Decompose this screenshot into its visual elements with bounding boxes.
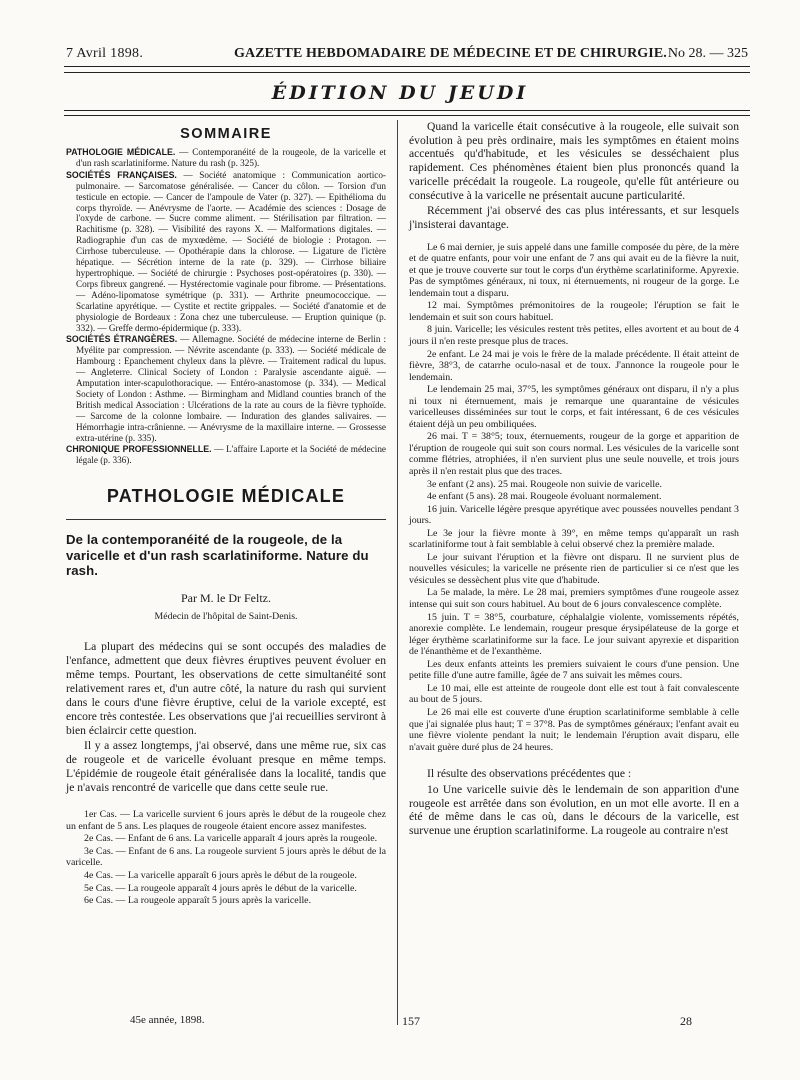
footer-year: 45e année, 1898. xyxy=(130,1014,205,1026)
journal-title: GAZETTE HEBDOMADAIRE DE MÉDECINE ET DE CHIRURGIE. xyxy=(234,46,667,61)
sommaire-title: SOMMAIRE xyxy=(180,126,272,142)
edition-title: ÉDITION DU JEUDI xyxy=(271,82,529,104)
section-rule xyxy=(66,519,386,520)
body-paragraph: Quand la varicelle était consécutive à la rougeole, elle suivait son évolution à peu près ordinaire, mais les symptômes en étaient moins accentués qu'd'habitude, et les vésicules se desséchaient plus rapidement. Ces phénomènes étaient bien plus prononcés quand la varicelle précédait la rougeole. La rougeole, qu'elle fût antérieure ou consécutive à la varicelle ne présentait aucune particularité. xyxy=(409,120,739,202)
observation-item: 15 juin. T = 38°5, courbature, céphalalgie violente, vomissements répétés, anorexie complète. Le lendemain, rougeur presque érysipélateuse de la gorge et léger érythème scarlatiniforme sur la face. Le jour suivant apyrexie et disparition de l'énanthème et de l'exanthème. xyxy=(409,611,739,658)
header-rule-thin xyxy=(64,72,750,73)
observation-item: 4e enfant (5 ans). 28 mai. Rougeole évoluant normalement. xyxy=(427,491,662,503)
observation-item: Le 6 mai dernier, je suis appelé dans une famille composée du père, de la mère et de quatre enfants, pour voir une enfant de 7 ans qui avait eu de la fièvre la nuit, et que je trouve couverte sur tout le corps d'un érythème scarlatiniforme. Apyrexie. Pas de symptômes généraux, ni toux, ni éternuements, ni rougeur de la gorge. Le lendemain tout a disparu. xyxy=(409,241,739,299)
left-column xyxy=(66,120,386,908)
edition-rule xyxy=(64,110,750,111)
sommaire-entry xyxy=(66,170,386,334)
case-item: 1er Cas. — La varicelle survient 6 jours après le début de la rougeole chez un enfant de 5 ans. Les plaques de rougeole étaient encore assez manifestes. xyxy=(66,809,386,832)
observation-item: 8 juin. Varicelle; les vésicules restent très petites, elles avortent et au bout de 4 jours il n'en reste presque plus de traces. xyxy=(409,324,739,347)
conclusion xyxy=(409,767,739,838)
sommaire xyxy=(66,126,386,466)
case-item: 2e Cas. — Enfant de 6 ans. La varicelle apparaît 4 jours après la rougeole. xyxy=(84,833,378,845)
observation-item: 26 mai. T = 38°5; toux, éternuements, rougeur de la gorge et apparition de l'éruption de rougeole qui suit son cours normal. Les vésicules de la varicelle sont comme flétries, atrophiées, il n'en survient plus une seule nouvelle, et trois jours après il n'en restait plus que des traces. xyxy=(409,431,739,478)
observation-item: Le 3e jour la fièvre monte à 39°, en même temps qu'apparaît un rash scarlatiniforme tout à fait semblable à celui observé chez la première malade. xyxy=(409,527,739,551)
page-reference: No 28. — 325 xyxy=(667,46,748,61)
body-paragraph: Récemment j'ai observé des cas plus intéressants, et sur lesquels j'insisterai davantage. xyxy=(409,204,739,231)
header-rule xyxy=(64,66,750,67)
running-header xyxy=(66,44,750,64)
case-item: 6e Cas. — La rougeole apparaît 5 jours après la varicelle. xyxy=(84,895,312,907)
observation-item: Le 10 mai, elle est atteinte de rougeole dont elle est tout à fait convalescente au bout de 5 jours. xyxy=(409,682,739,706)
article-title: De la contemporanéité de la rougeole, de la varicelle et d'un rash scarlatiniforme. Nature du rash. xyxy=(66,532,369,579)
article-affiliation: Médecin de l'hôpital de Saint-Denis. xyxy=(154,611,298,623)
sommaire-heading: SOCIÉTÉS ÉTRANGÈRES. xyxy=(66,334,178,345)
section-title: PATHOLOGIE MÉDICALE xyxy=(106,486,346,507)
sommaire-entry xyxy=(66,444,386,466)
footer-sheet-number: 157 xyxy=(402,1014,420,1028)
observation-item: Les deux enfants atteints les premiers suivaient le cours d'une pension. Une petite fille d'une autre famille, âgée de 7 ans suivait les mêmes cours. xyxy=(409,658,739,682)
observation-item: 12 mai. Symptômes prémonitoires de la rougeole; l'éruption se fait le lendemain et suit son cours habituel. xyxy=(409,300,739,323)
observation-item: 3e enfant (2 ans). 25 mai. Rougeole non suivie de varicelle. xyxy=(427,478,663,490)
observation-item: La 5e malade, la mère. Le 28 mai, premiers symptômes d'une rougeole assez intense qui suit son cours habituel. Au bout de 6 jours convalescence complète. xyxy=(409,587,739,611)
body-paragraph: La plupart des médecins qui se sont occupés des maladies de l'enfance, admettent que deux fièvres éruptives peuvent évoluer en même temps. Pourtant, les observations de cette simultanéité sont relativement rares et, d'un autre côté, la nature du rash qui survient dans le cours d'une fièvre éruptive, celui de la variole excepté, est encore très contestée. Les observations que j'ai recueillies serviront à bien éclaircir cette question. xyxy=(66,640,386,737)
sommaire-text: — Contemporanéité de la rougeole, de la varicelle et d'un rash scarlatiniforme. Nature du rash (p. 325). xyxy=(76,147,387,168)
case-list xyxy=(66,809,386,907)
sommaire-entry xyxy=(66,334,386,443)
observation-item: 2e enfant. Le 24 mai je vois le frère de la malade précédente. Il était atteint de fièvre, 38°3, de catarrhe oculo-nasal et de toux. J'annonce la rougeole pour le lendemain. xyxy=(409,348,739,383)
conclusion-point: 1o Une varicelle suivie dès le lendemain de son apparition d'une rougeole est arrêtée dans son évolution, en un mot elle avorte. Il en a été de même dans le cas où, dans le décours de la varicelle, est survenue une éruption scarlatiniforme. La rougeole au contraire n'est xyxy=(409,782,739,837)
sommaire-heading: CHRONIQUE PROFESSIONNELLE. xyxy=(66,444,212,455)
sommaire-text: — Allemagne. Société de médecine interne de Berlin : Myélite par compression. — Névrite ascendante (p. 333). — Société médicale de Hambourg : Epanchement chyleux dans la plèvre. — Traitement radical du lupus. — Angleterre. Clinical Society of London : Paralysie ascendante aiguë. — Amputation inter-scapulothoracique. — Entéro-anastomose (p. 334). — Medical Society of London : Asthme. — Birmingham and Midland counties branch of the British medical Association : Ulcérations de la rate au cours de la fièvre typhoïde. — Sarcome de la colonne lombaire. — Induration des glandes salivaires. — Hémorrhagie intra-crânienne. — Anévrysme de la maxillaire interne. — Grossesse extra-utérine (p. 335). xyxy=(76,334,387,443)
sommaire-heading: SOCIÉTÉS FRANÇAISES. xyxy=(66,169,177,180)
observation-item: Le 26 mai elle est couverte d'une éruption scarlatiniforme semblable à celle que j'ai signalée plus haut; T = 37°8. Pas de symptômes généraux; l'enfant avait eu une fièvre violente pendant la nuit; le lendemain l'éruption avait disparu, elle n'avait guère duré plus de 24 heures. xyxy=(409,706,739,753)
edition-rule-thin xyxy=(64,115,750,116)
issue-date: 7 Avril 1898. xyxy=(66,46,144,61)
footer-issue-number: 28 xyxy=(680,1014,692,1028)
right-column xyxy=(409,120,739,838)
observation-item: 16 juin. Varicelle légère presque apyrétique avec poussées nouvelles pendant 3 jours. xyxy=(409,503,739,527)
observation-item: Le jour suivant l'éruption et la fièvre ont disparu. Il ne survient plus de nouvelles vésicules; la varicelle ne présente rien de particulier si ce n'est que les vésicules se dessèchent plus vite que d'habitude. xyxy=(409,551,739,586)
conclusion-intro: Il résulte des observations précédentes que : xyxy=(427,767,632,781)
sommaire-text: — L'affaire Laporte et la Société de médecine légale (p. 336). xyxy=(76,444,386,466)
column-separator xyxy=(397,120,398,1025)
sommaire-heading: PATHOLOGIE MÉDICALE. xyxy=(66,147,176,157)
sommaire-text: — Société anatomique : Communication aortico-pulmonaire. — Sarcomatose généralisée. — Cancer du côlon. — Torsion d'un testicule en ectopie. — Cancer de l'ampoule de Vater (p. 327). — Epithélioma du corps thyroïde. — Anévrysme de l'aorte. — Académie des sciences : Dosage de l'oxyde de carbone. — Sucre comme aliment. — Stérilisation par filtration. — Rachitisme (p. 328). — Visibilité des rayons X. — Malformations digitales. — Radiographie d'un cas de myxœdème. — Société de biologie : Protagon. — Cirrhose tuberculeuse. — Opothérapie dans la chlorose. — Ligature de l'ictère hépatique. — Sécrétion interne de la rate (p. 329). — Cirrhose biliaire hypertrophique. — Société de chirurgie : Psychoses post-opératoires (p. 330). — Corps fibreux gangrené. — Hystérectomie vaginale pour fibrome. — Présentations. — Adéno-lipomatose symétrique (p. 331). — Arthrite pneumococcique. — Scarlatine apyrétique. — Cystite et rectite grippales. — Société d'anatomie et de physiologie de Bordeaux : Zona chez une tuberculeuse. — Eruption quinique (p. 332). — Greffe dermo-épidermique (p. 333). xyxy=(76,169,386,333)
body-paragraph: Il y a assez longtemps, j'ai observé, dans une même rue, six cas de rougeole et de varicelle évoluant presque en même temps. L'épidémie de rougeole était généralisée dans la localité, tandis que je n'avais rencontré de varicelle que dans cette seule rue. xyxy=(66,739,386,795)
observation-item: Le lendemain 25 mai, 37°5, les symptômes généraux ont disparu, il n'y a plus ni toux ni éternuement, mais je remarque une quarantaine de vésicules varicelleuses disséminées sur tout le corps, et fait intéressant, 6 de ces vésicules étaient déjà un peu ombiliquées. xyxy=(409,384,739,430)
article-author: Par M. le Dr Feltz. xyxy=(181,591,271,606)
observation-list xyxy=(409,242,739,754)
case-item: 4e Cas. — La varicelle apparaît 6 jours après le début de la rougeole. xyxy=(84,870,357,881)
case-item: 5e Cas. — La rougeole apparaît 4 jours après le début de la varicelle. xyxy=(84,882,357,894)
sommaire-entry xyxy=(66,147,386,169)
case-item: 3e Cas. — Enfant de 6 ans. La rougeole survient 5 jours après le début de la varicelle. xyxy=(66,845,386,869)
